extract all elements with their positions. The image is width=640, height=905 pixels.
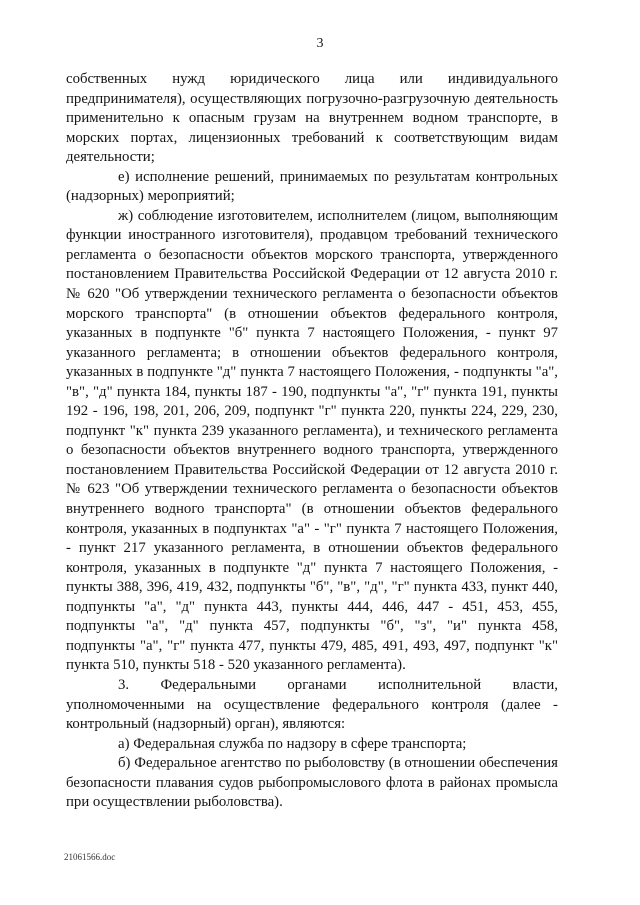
document-body	[66, 70, 558, 813]
paragraph-continued: собственных нужд юридического лица или индивидуального предпринимателя), осуществляющих погрузочно-разгрузочную деятельность применительно к опасным грузам на внутреннем водном транспорте, в морских портах, лицензионных требований к соответствующим видам деятельности;	[66, 71, 558, 166]
footer-filename: 21061566.doc	[64, 852, 116, 862]
paragraph-item-e: е) исполнение решений, принимаемых по результатам контрольных (надзорных) мероприятий;	[66, 168, 558, 205]
paragraph-item-zh: ж) соблюдение изготовителем, исполнителем (лицом, выполняющим функции иностранного изготовителя), продавцом требований технического регламента о безопасности объектов морского транспорта, утвержденного постановлением Правительства Российской Федерации от 12 августа 2010 г. № 620 "Об утверждении технического регламента о безопасности объектов морского транспорта" (в отношении объектов федерального контроля, указанных в подпункте "б" пункта 7 настоящего Положения, - пункт 97 указанного регламента; в отношении объектов федерального контроля, указанных в подпункте "д" пункта 7 настоящего Положения, - подпункты "а", "в", "д" пункта 184, пункты 187 - 190, подпункты "а", "г" пункта 191, пункты 192 - 196, 198, 201, 206, 209, подпункт "г" пункта 220, пункты 224, 229, 230, подпункт "к" пункта 239 указанного регламента), и технического регламента о безопасности объектов внутреннего водного транспорта, утвержденного постановлением Правительства Российской Федерации от 12 августа 2010 г. № 623 "Об утверждении технического регламента о безопасности объектов внутреннего водного транспорта" (в отношении объектов федерального контроля, указанных в подпунктах "а" - "г" пункта 7 настоящего Положения, - пункт 217 указанного регламента, в отношении объектов федерального контроля, указанных в подпункте "д" пункта 7 настоящего Положения, - пункты 388, 396, 419, 432, подпункты "б", "в", "д", "г" пункта 433, пункт 440, подпункты "а", "д" пункта 443, пункты 444, 446, 447 - 451, 453, 455, подпункты "а", "д" пункта 457, подпункты "б", "з", "и" пункта 458, подпункты "а", "г" пункта 477, пункты 479, 485, 491, 493, 497, подпункт "к" пункта 510, пункты 518 - 520 указанного регламента).	[66, 207, 558, 674]
paragraph-item-3b: б) Федеральное агентство по рыболовству (в отношении обеспечения безопасности плавания судов рыбопромыслового флота в районах промысла при осуществлении рыболовства).	[66, 755, 558, 811]
paragraph-item-3a: а) Федеральная служба по надзору в сфере транспорта;	[118, 735, 467, 752]
paragraph-item-3: 3. Федеральными органами исполнительной власти, уполномоченными на осуществление федерального контроля (далее - контрольный (надзорный) орган), являются:	[66, 676, 558, 733]
page-number: 3	[316, 36, 324, 51]
